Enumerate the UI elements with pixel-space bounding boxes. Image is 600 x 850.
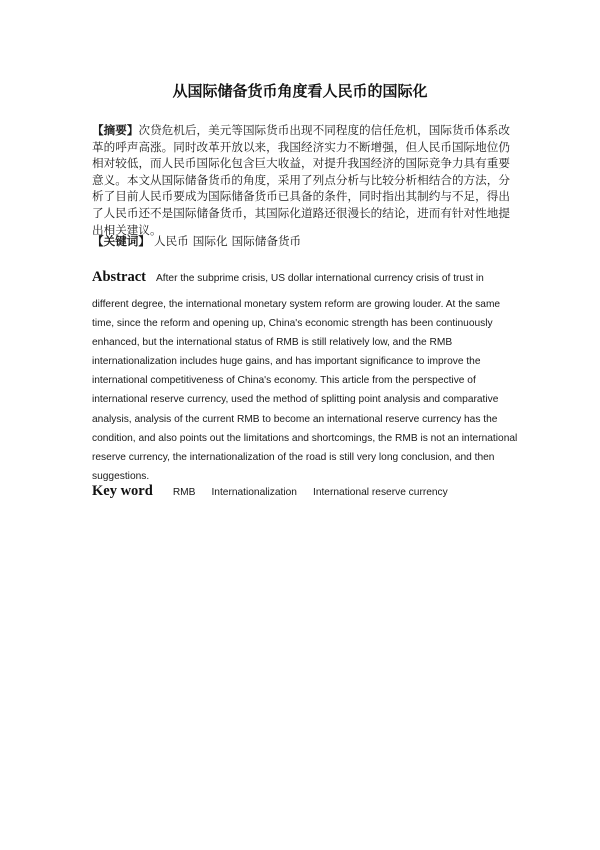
paper-title: 从国际储备货币角度看人民币的国际化 xyxy=(172,82,428,100)
english-abstract-heading xyxy=(92,268,522,286)
chinese-abstract xyxy=(92,122,510,238)
chinese-abstract-label: 【摘要】 xyxy=(92,123,139,137)
chinese-keywords-label: 【关键词】 xyxy=(92,234,150,248)
english-abstract-body: different degree, the international monetary system reform are growing louder. At the same time, since the reform and opening up, China's economic strength has been continuously enhanced, but the international status of RMB is still relatively low, and the RMB internationalization includes huge gains, and has important significance to improve the international competitiveness of China's economy. This article from the perspective of international reserve currency, used the method of splitting point analysis and comparative analysis, analysis of the current RMB to become an international reserve currency has the condition, and also points out the limitations and shortcomings, the RMB is not an international reserve currency, the internationalization of the road is still very long conclusion, and then suggestions. xyxy=(92,299,518,482)
english-abstract-label: Abstract xyxy=(92,269,146,285)
english-keyword: RMB xyxy=(172,487,196,498)
chinese-keyword: 国际储备货币 xyxy=(231,234,302,248)
chinese-keyword: 国际化 xyxy=(192,234,228,248)
english-keyword: Internationalization xyxy=(211,487,297,498)
chinese-abstract-text: 次贷危机后，美元等国际货币出现不同程度的信任危机，国际货币体系改革的呼声高涨。同时改革开放以来，我国经济实力不断增强，但人民币国际地位仍相对较低，而人民币国际化包含巨大收益，对提升我国经济的国际竞争力具有重要意义。本文从国际储备货币的角度，采用了列点分析与比较分析相结合的方法，分析了目前人民币要成为国际储备货币已具备的条件，同时指出其制约与不足，得出了人民币还不是国际储备货币，其国际化道路还很漫长的结论，进而有针对性地提出相关建议。 xyxy=(92,123,510,237)
english-keywords xyxy=(92,482,522,500)
english-keywords-label: Key word xyxy=(92,483,153,499)
chinese-keyword: 人民币 xyxy=(153,234,189,248)
english-abstract-first-line: After the subprime crisis, US dollar international currency crisis of trust in xyxy=(155,273,484,284)
chinese-keywords xyxy=(92,233,510,249)
english-keyword: International reserve currency xyxy=(312,487,448,498)
